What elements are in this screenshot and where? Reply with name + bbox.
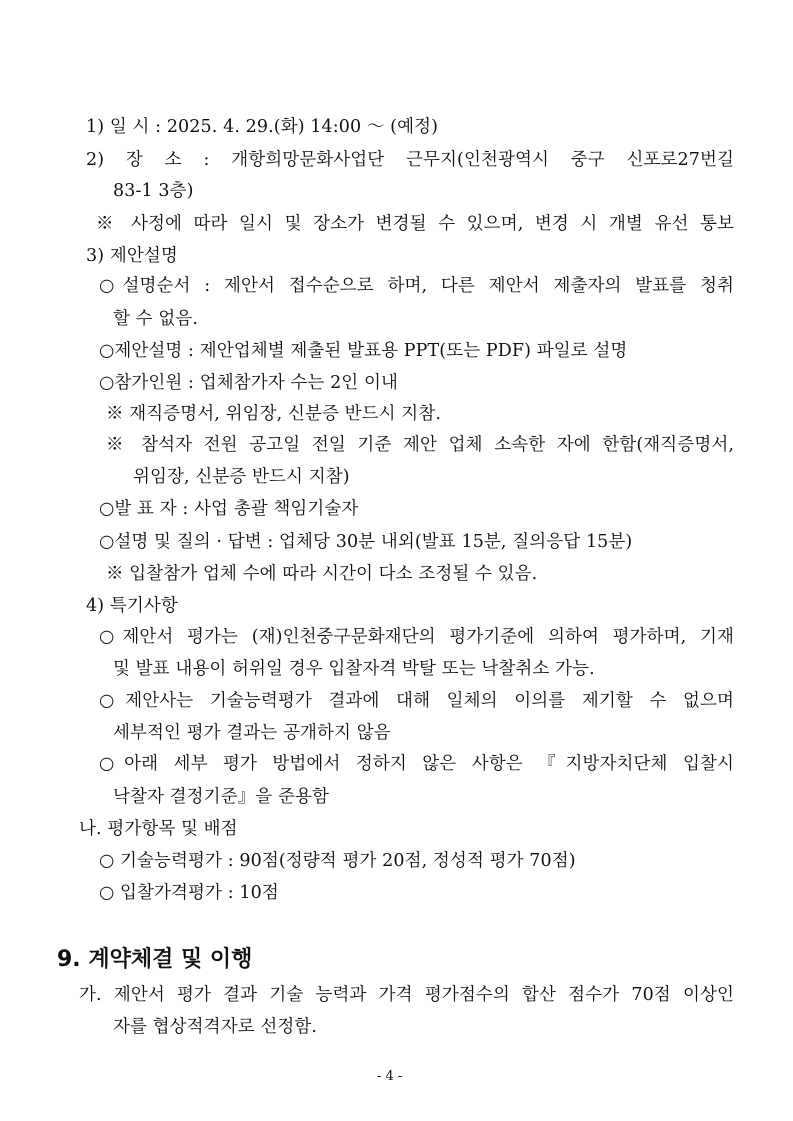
explanation-order-line: ○설명순서 : 제안서 접수순으로 하며, 다른 제안서 제출자의 발표를 청취: [99, 276, 734, 296]
section-heading: 9. 계약체결 및 이행: [57, 947, 253, 972]
section-body-line: 가. 제안서 평가 결과 기술 능력과 가격 평가점수의 합산 점수가 70점 이상인: [79, 985, 734, 1005]
qa-time-line: ○설명 및 질의 · 답변 : 업체당 30분 내외(발표 15분, 질의응답 15분): [99, 532, 633, 552]
participants-line: ○참가인원 : 업체참가자 수는 2인 이내: [99, 373, 398, 393]
technical-score-line: ○ 기술능력평가 : 90점(정량적 평가 20점, 정성적 평가 70점): [99, 851, 576, 871]
evaluation-criteria-line: ○제안서 평가는 (재)인천중구문화재단의 평가기준에 의하여 평가하며, 기재: [99, 627, 734, 647]
proposal-explanation-heading: 3) 제안설명: [86, 246, 178, 266]
proposal-explanation-line: ○제안설명 : 제안업체별 제출된 발표용 PPT(또는 PDF) 파일로 설명: [99, 341, 628, 361]
schedule-location-line: 2) 장 소 : 개항희망문화사업단 근무지(인천광역시 중구 신포로27번길: [86, 150, 734, 170]
schedule-location-line-cont: 83-1 3층): [113, 181, 194, 201]
evaluation-items-heading: 나. 평가항목 및 배점: [79, 819, 238, 839]
evaluation-criteria-line-cont: 및 발표 내용이 허위일 경우 입찰자격 박탈 또는 낙찰취소 가능.: [113, 659, 595, 679]
section-body-line-cont: 자를 협상적격자로 선정함.: [113, 1017, 318, 1037]
attendee-eligibility-note-cont: 위임장, 신분증 반드시 지참): [133, 467, 350, 487]
standards-line: ○아래 세부 평가 방법에서 정하지 않은 사항은 『지방자치단체 입찰시: [99, 754, 734, 774]
explanation-order-line-cont: 할 수 없음.: [113, 309, 199, 329]
no-objection-line: ○제안사는 기술능력평가 결과에 대해 일체의 이의를 제기할 수 없으며: [99, 691, 734, 711]
special-notes-heading: 4) 특기사항: [86, 596, 178, 616]
page-number: - 4 -: [377, 1069, 403, 1084]
documents-note: ※ 재직증명서, 위임장, 신분증 반드시 지참.: [106, 404, 441, 424]
attendee-eligibility-note: ※ 참석자 전원 공고일 전일 기준 제안 업체 소속한 자에 한함(재직증명서,: [106, 435, 734, 455]
schedule-datetime-line: 1) 일 시 : 2025. 4. 29.(화) 14:00 ～ (예정): [86, 117, 439, 137]
price-score-line: ○ 입찰가격평가 : 10점: [99, 883, 279, 903]
no-objection-line-cont: 세부적인 평가 결과는 공개하지 않음: [113, 723, 391, 743]
standards-line-cont: 낙찰자 결정기준』을 준용함: [113, 787, 329, 807]
time-adjust-note: ※ 입찰참가 업체 수에 따라 시간이 다소 조정될 수 있음.: [106, 564, 538, 584]
presenter-line: ○발 표 자 : 사업 총괄 책임기술자: [99, 499, 359, 519]
schedule-change-note: ※ 사정에 따라 일시 및 장소가 변경될 수 있으며, 변경 시 개별 유선 통보: [96, 214, 734, 234]
